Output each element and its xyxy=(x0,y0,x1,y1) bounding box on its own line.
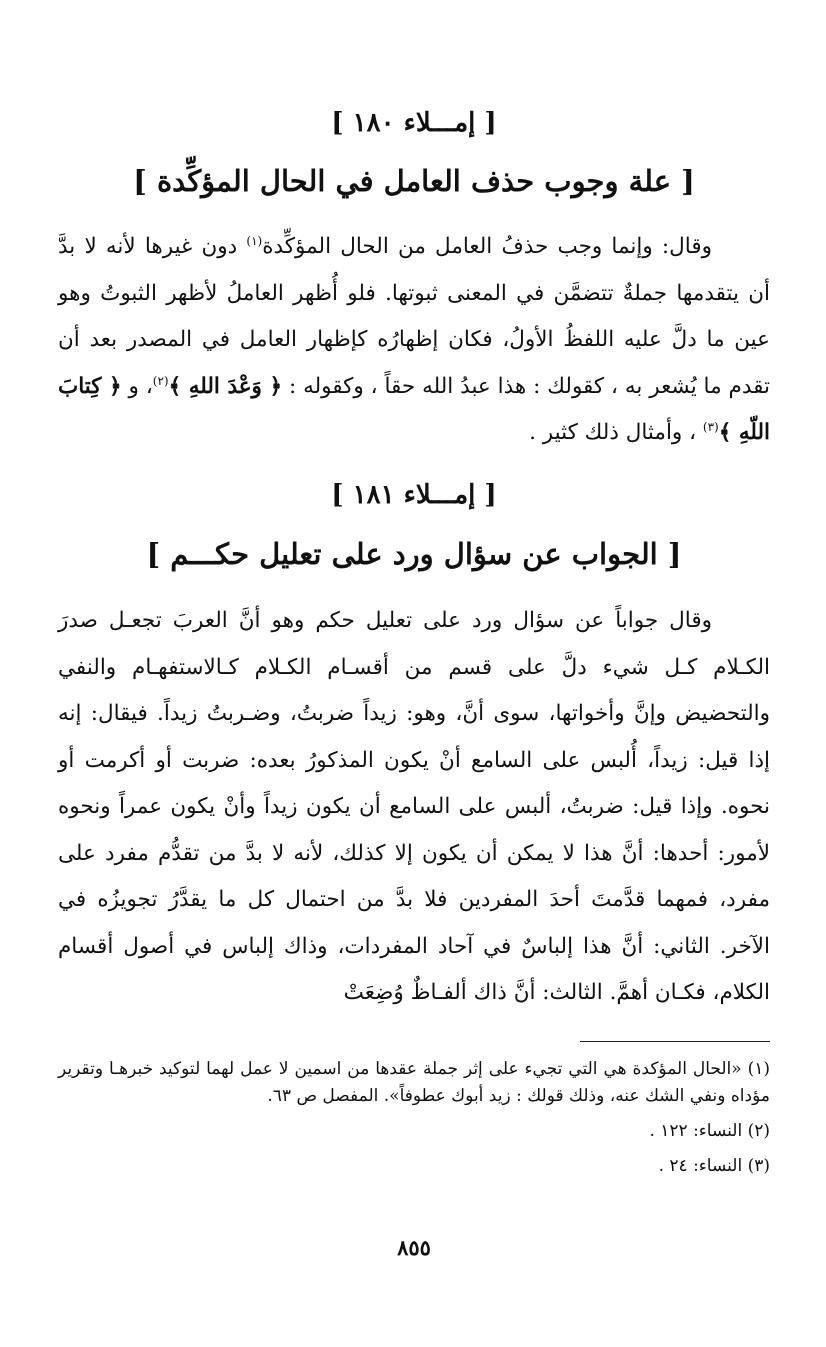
quran-quote-1: ﴿ وَعْدَ اللهِ ﴾ xyxy=(168,373,283,399)
paragraph-180-text-a: وقال: وإنما وجب حذفُ العامل من الحال المؤكِّدة xyxy=(262,234,713,259)
footnote-separator xyxy=(580,1041,770,1042)
paragraph-180-text-b: دون غيرها لأنه لا بدَّ أن يتقدمها جملةٌ تتضمَّن في المعنى ثبوتها. فلو أُظهر العاملُ لأظهر الثبوتُ وهو عين ما دلَّ عليه اللفظُ الأولُ، فكان إظهارُه كإظهار العامل في المصدر بعد أن تقدم ما يُشعر به ، كقولك : هذا عبدُ الله حقاً ، وكقوله : xyxy=(58,234,770,399)
footnote-3: (٣) النساء: ٢٤ . xyxy=(658,1156,770,1176)
footnote-1: (١) «الحال المؤكدة هي التي تجيء على إثر جملة عقدها من اسمين لا عمل لهما لتوكيد خبرهـا وتقرير مؤداه ونفي الشك عنه، وذلك قولك : زيد أبوك عطوفاً». المفصل ص ٦٣. xyxy=(58,1059,770,1106)
dictation-title-180: [ إمـــلاء ١٨٠ ] xyxy=(331,108,497,138)
footnote-2: (٢) النساء: ١٢٢ . xyxy=(649,1121,770,1141)
paragraph-180-text-d: ، وأمثال ذلك كثير . xyxy=(529,420,703,445)
paragraph-180-text-c: ، و xyxy=(121,373,153,399)
page-number: ٨٥٥ xyxy=(397,1235,431,1260)
footnote-ref-3[interactable]: (٣) xyxy=(702,419,719,434)
paragraph-180 xyxy=(58,224,770,457)
footnotes xyxy=(58,1056,770,1180)
paragraph-181 xyxy=(58,598,770,1017)
section-title-180: [ علة وجوب حذف العامل في الحال المؤكِّدة ] xyxy=(133,164,695,198)
footnote-ref-1[interactable]: (١) xyxy=(246,233,263,248)
section-title-181: [ الجواب عن سؤال ورد على تعليل حكـــم ] xyxy=(146,537,682,571)
footnote-ref-2[interactable]: (٢) xyxy=(152,373,169,388)
document-page xyxy=(58,0,770,1347)
dictation-title-181: [ إمـــلاء ١٨١ ] xyxy=(331,480,497,510)
paragraph-181-text: وقال جواباً عن سؤال ورد على تعليل حكم وهو أنَّ العربَ تجعـل صدرَ الكـلام كـل شيء دلَّ على قسم من أقسـام الكـلام كـالاستفهـام والنفي والتحضيض وإنَّ وأخواتها، سوى أنَّ، وهو: زيداً ضربتُ، وضـربتُ زيداً. فيقال: إنه إذا قيل: زيداً، أُلبس على السامع أنْ يكون المذكورُ بعده: ضربت أو أكرمت أو نحوه. وإذا قيل: ضربتُ، ألبس على السامع أن يكون زيداً وأنْ يكون عمراً ونحوه لأمور: أحدها: أنَّ هذا لا يمكن أن يكون إلا كذلك، لأنه لا بدَّ من تقدُّم مفرد على مفرد، فمهما قدَّمتَ أحدَ المفردين فلا بدَّ من احتمال كل ما يقدَّرُ تجويزُه في الآخر. الثاني: أنَّ هذا إلباسٌ في آحاد المفردات، وذاك إلباس في أصول أقسام الكلام، فكـان أهمَّ. الثالث: أنَّ ذاك ألفـاظٌ وُضِعَتْ xyxy=(58,608,770,1005)
quran-quote-2: ﴿ كِتابَ اللّهِ ﴾ xyxy=(58,373,770,445)
